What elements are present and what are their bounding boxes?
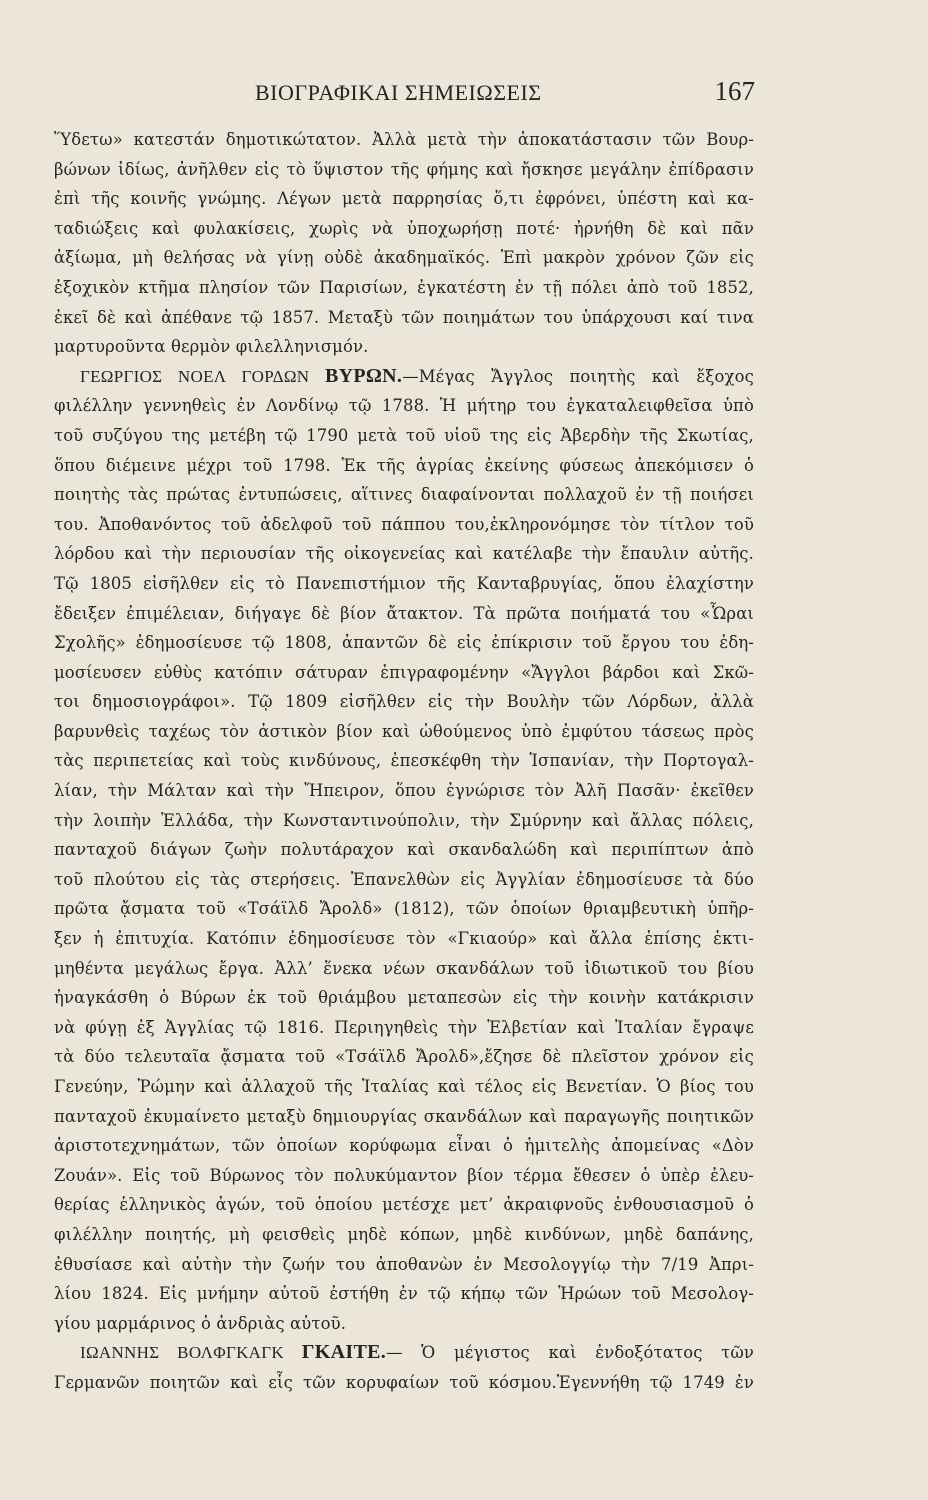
text-line: —Μέγας Ἄγγλος ποιητὴς καὶ ἔξοχος	[402, 366, 754, 386]
text-line: ἐκεῖ δὲ καὶ ἀπέθανε τῷ 1857. Μεταξὺ τῶν ποιημάτων του ὑπάρχουσι καί τινα	[54, 307, 754, 327]
text-line: ἔδειξεν ἐπιμέλειαν, διήγαγε δὲ βίον ἄτακτον. Τὰ πρῶτα ποιήματά του «Ὧραι	[54, 603, 754, 623]
text-line: τὴν λοιπὴν Ἑλλάδα, τὴν Κωνσταντινούπολιν, τὴν Σμύρνην καὶ ἄλλας πόλεις,	[54, 810, 754, 830]
entry-surname: ΓΚΑΙΤΕ.	[301, 1341, 387, 1364]
text-line: φιλέλλην ποιητής, μὴ φεισθεὶς μηδὲ κόπων, μηδὲ κινδύνων, μηδὲ δαπάνης,	[54, 1224, 754, 1244]
text-line: πανταχοῦ ἐκυμαίνετο μεταξὺ δημιουργίας σκανδάλων καὶ παραγωγῆς ποιητικῶν	[54, 1106, 754, 1126]
text-line: γίου μαρμάρινος ὁ ἀνδριὰς αὐτοῦ.	[54, 1313, 347, 1333]
text-line: Τῷ 1805 εἰσῆλθεν εἰς τὸ Πανεπιστήμιον τῆς Κανταβρυγίας, ὅπου ἐλαχίστην	[54, 573, 754, 593]
text-line: Ζουάν». Εἰς τοῦ Βύρωνος τὸν πολυκύμαντον βίον τέρμα ἔθεσεν ὁ ὑπὲρ ἐλευ-	[54, 1165, 754, 1185]
text-line: ἐθυσίασε καὶ αὐτὴν τὴν ζωήν του ἀποθανὼν ἐν Μεσολογγίῳ τὴν 7/19 Ἀπρι-	[54, 1254, 754, 1274]
text-line: πανταχοῦ διάγων ζωὴν πολυτάραχον καὶ σκανδαλώδη καὶ περιπίπτων ἀπὸ	[54, 840, 754, 860]
text-line: Ὕδετω» κατεστάν δημοτικώτατον. Ἀλλὰ μετὰ τὴν ἀποκατάστασιν τῶν Βουρ-	[54, 130, 754, 149]
entry-name-goethe	[80, 1343, 386, 1362]
text-line: νὰ φύγῃ ἐξ Ἀγγλίας τῷ 1816. Περιηγηθεὶς τὴν Ἑλβετίαν καὶ Ἰταλίαν ἔγραψε	[54, 1017, 754, 1037]
text-line: ἀριστοτεχνημάτων, τῶν ὁποίων κορύφωμα εἶναι ὁ ἡμιτελὴς ἀπομείνας «Δὸν	[54, 1136, 754, 1156]
text-line: ἐξοχικὸν κτῆμα πλησίον τῶν Παρισίων, ἐγκατέστη ἐν τῇ πόλει ἀπὸ τοῦ 1852,	[54, 277, 754, 297]
text-line: ἐπὶ τῆς κοινῆς γνώμης. Λέγων μετὰ παρρησίας ὅ,τι ἐφρόνει, ὑπέστη καὶ κα-	[54, 189, 754, 209]
text-line: ποιητὴς τὰς πρώτας ἐντυπώσεις, αἵτινες διαφαίνονται πολλαχοῦ ἐν τῇ ποιήσει	[54, 485, 754, 505]
running-title: ΒΙΟΓΡΑΦΙΚΑΙ ΣΗΜΕΙΩΣΕΙΣ	[255, 80, 542, 105]
text-line: τοι δημοσιογράφοι». Τῷ 1809 εἰσῆλθεν εἰς τὴν Βουλὴν τῶν Λόρδων, ἀλλὰ	[54, 692, 754, 712]
page-number: 167	[714, 76, 755, 106]
text-line: ἀξίωμα, μὴ θελήσας νὰ γίνῃ οὐδὲ ἀκαδημαϊκός. Ἐπὶ μακρὸν χρόνον ζῶν εἰς	[54, 248, 754, 268]
text-line: τοῦ συζύγου της μετέβη τῷ 1790 μετὰ τοῦ υἱοῦ της εἰς Ἀβερδὴν τῆς Σκωτίας,	[54, 425, 754, 445]
text-line: βώνων ἰδίως, ἀνῆλθεν εἰς τὸ ὕψιστον τῆς φήμης καὶ ἤσκησε μεγάλην ἐπίδρασιν	[54, 159, 754, 179]
entry-heading-line-goethe	[54, 1338, 754, 1368]
entry-surname: ΒΥΡΩΝ.	[324, 364, 403, 387]
entry-given-names: ΙΩΑΝΝΗΣ ΒΟΛΦΓΚΑΓΚ	[80, 1343, 284, 1363]
text-line: Γερμανῶν ποιητῶν καὶ εἷς τῶν κορυφαίων τοῦ κόσμου.Ἐγεννήθη τῷ 1749 ἐν	[54, 1372, 754, 1392]
entry-heading-line-byron	[54, 362, 754, 392]
text-line: τὰ δύο τελευταῖα ᾄσματα τοῦ «Τσάϊλδ Ἄρολδ»,ἔζησε δὲ πλεῖστον χρόνον εἰς	[54, 1047, 754, 1067]
text-line: Γενεύην, Ῥώμην καὶ ἀλλαχοῦ τῆς Ἰταλίας καὶ τέλος εἰς Βενετίαν. Ὁ βίος του	[54, 1077, 754, 1096]
text-line: μαρτυροῦντα θερμὸν φιλελληνισμόν.	[54, 337, 369, 357]
text-line: μηθέντα μεγάλως ἔργα. Ἀλλ’ ἕνεκα νέων σκανδάλων τοῦ ἰδιωτικοῦ του βίου	[54, 958, 754, 978]
entry-name-byron	[80, 364, 403, 387]
text-line: τὰς περιπετείας καὶ τοὺς κινδύνους, ἐπεσκέφθη τὴν Ἱσπανίαν, τὴν Πορτογαλ-	[54, 751, 754, 771]
body-text	[54, 125, 754, 1398]
text-line: βαρυνθεὶς ταχέως τὸν ἀστικὸν βίον καὶ ὠθούμενος ὑπὸ ἐμφύτου τάσεως πρὸς	[54, 721, 754, 741]
text-line: ὅπου διέμεινε μέχρι τοῦ 1798. Ἐκ τῆς ἀγρίας ἐκείνης φύσεως ἀπεκόμισεν ὁ	[54, 455, 754, 475]
text-line: μοσίευσεν εὐθὺς κατόπιν σάτυραν ἐπιγραφομένην «Ἄγγλοι βάρδοι καὶ Σκῶ-	[54, 662, 754, 682]
text-line: ταδιώξεις καὶ φυλακίσεις, χωρὶς νὰ ὑποχωρήσῃ ποτέ· ἠρνήθη δὲ καὶ πᾶν	[54, 218, 754, 238]
text-line: του. Ἀποθανόντος τοῦ ἀδελφοῦ τοῦ πάππου του,ἐκληρονόμησε τὸν τίτλον τοῦ	[54, 514, 754, 534]
text-line: λίαν, τὴν Μάλταν καὶ τὴν Ἤπειρον, ὅπου ἐγνώρισε τὸν Ἀλῆ Πασᾶν· ἐκεῖθεν	[54, 781, 754, 801]
entry-given-names: ΓΕΩΡΓΙΟΣ ΝΟΕΛ ΓΟΡΔΩΝ	[80, 366, 310, 386]
text-line: λόρδου καὶ τὴν περιουσίαν τῆς οἰκογενείας καὶ κατέλαβε τὴν ἔπαυλιν αὐτῆς.	[54, 544, 754, 564]
text-line: — Ὁ μέγιστος καὶ ἐνδοξότατος τῶν	[386, 1343, 754, 1363]
text-line: πρῶτα ᾄσματα τοῦ «Τσάϊλδ Ἄρολδ» (1812), τῶν ὁποίων θριαμβευτικὴ ὑπῆρ-	[54, 899, 754, 919]
text-line: θερίας ἑλληνικὸς ἀγών, τοῦ ὁποίου μετέσχε μετ’ ἀκραιφνοῦς ἐνθουσιασμοῦ ὁ	[54, 1195, 754, 1215]
text-line: Σχολῆς» ἐδημοσίευσε τῷ 1808, ἀπαντῶν δὲ εἰς ἐπίκρισιν τοῦ ἔργου του ἐδη-	[54, 633, 754, 653]
text-line: φιλέλλην γεννηθεὶς ἐν Λονδίνῳ τῷ 1788. Ἡ μήτηρ του ἐγκαταλειφθεῖσα ὑπὸ	[54, 396, 754, 416]
text-line: τοῦ πλούτου εἰς τὰς στερήσεις. Ἐπανελθὼν εἰς Ἀγγλίαν ἐδημοσίευσε τὰ δύο	[54, 869, 754, 889]
text-line: λίου 1824. Εἰς μνήμην αὐτοῦ ἐστήθη ἐν τῷ κήπῳ τῶν Ἡρώων τοῦ Μεσολογ-	[54, 1284, 754, 1304]
page-header	[255, 76, 755, 116]
text-line: ξεν ἡ ἐπιτυχία. Κατόπιν ἐδημοσίευσε τὸν «Γκιαούρ» καὶ ἄλλα ἐπίσης ἐκτι-	[54, 929, 754, 949]
text-line: ἠναγκάσθη ὁ Βύρων ἐκ τοῦ θριάμβου μεταπεσὼν εἰς τὴν κοινὴν κατάκρισιν	[54, 988, 754, 1008]
